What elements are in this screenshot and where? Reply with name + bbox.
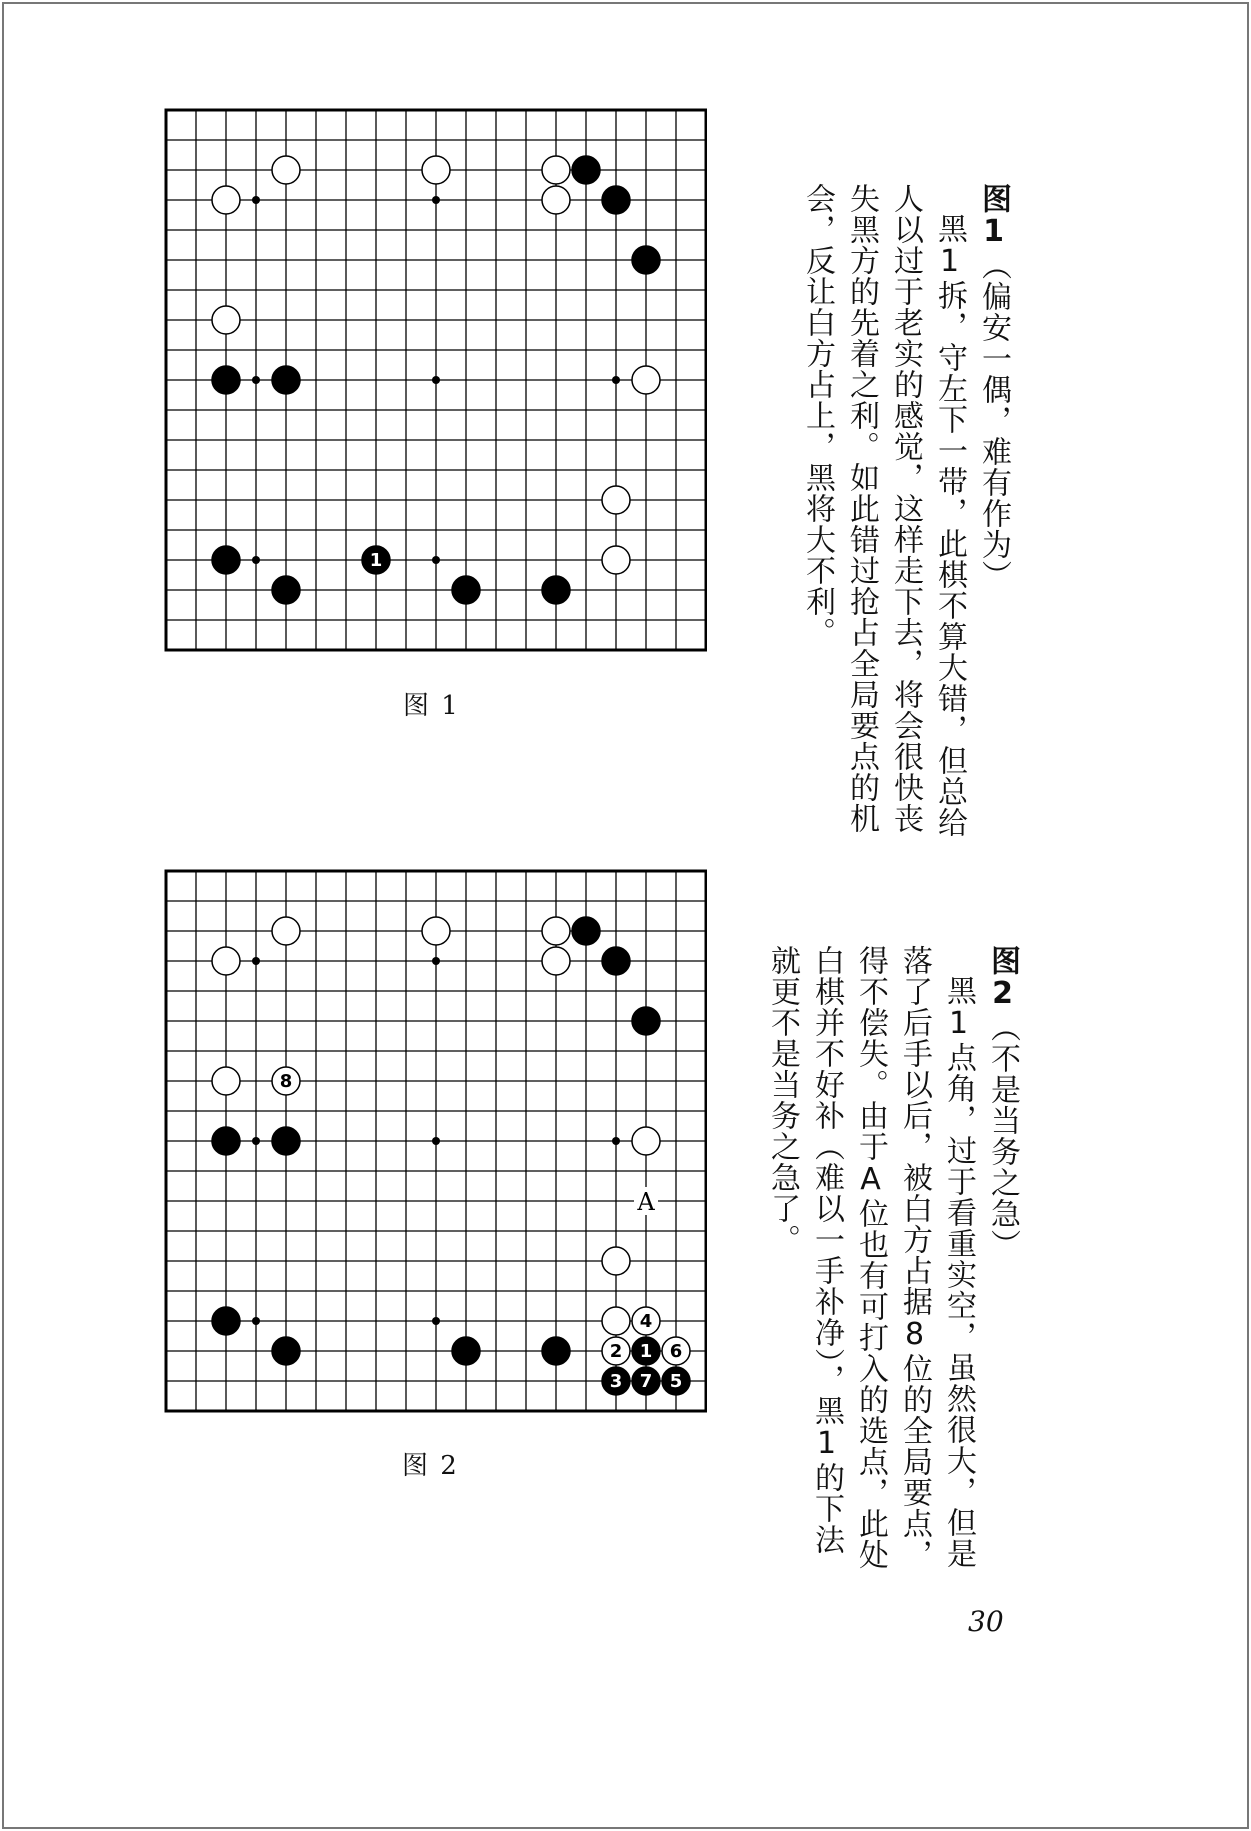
black-stone: [542, 576, 570, 604]
black-stone: [602, 186, 630, 214]
black-stone: [272, 1127, 300, 1155]
white-stone: [212, 1067, 240, 1095]
point-marker-a: A: [637, 1188, 655, 1216]
move-number: 7: [639, 1371, 653, 1392]
figure-1-text-block: [795, 183, 1040, 843]
black-stone: [212, 1127, 240, 1155]
black-stone: [602, 1367, 630, 1395]
star-point: [432, 957, 440, 965]
white-stone: [422, 917, 450, 945]
star-point: [252, 1137, 260, 1145]
black-stone: [212, 1307, 240, 1335]
white-stone: [602, 1307, 630, 1335]
page-number: 30: [968, 1605, 1004, 1638]
black-stone: [452, 1337, 480, 1365]
white-stone: [272, 156, 300, 184]
move-number: 1: [369, 550, 383, 571]
black-stone: [632, 246, 660, 274]
figure-1-heading-title: （偏安一偶，难有作为）: [976, 250, 1011, 591]
star-point: [432, 376, 440, 384]
white-stone: [632, 1127, 660, 1155]
figure-2-heading-title: （不是当务之急）: [985, 1012, 1020, 1260]
black-stone: [272, 1337, 300, 1365]
black-stone: [632, 1367, 660, 1395]
figure-1-heading-label: 图1: [976, 183, 1011, 250]
star-point: [252, 556, 260, 564]
go-board-figure-1: [163, 107, 707, 653]
move-number: 3: [609, 1371, 623, 1392]
star-point: [612, 1137, 620, 1145]
star-point: [432, 556, 440, 564]
figure-2-body: 黑1点角，过于看重实空，虽然很大，但是落了后手以后，被白方占据8位的全局要点，得不偿失。由于A位也有可打入的选点，此处白棋并不好补（难以一手补净），黑1的下法就更不是当务之急了。: [765, 945, 976, 1570]
go-board-figure-2: [163, 868, 707, 1414]
white-stone: [632, 366, 660, 394]
figure-1-caption: 图 1: [403, 691, 460, 721]
star-point: [612, 376, 620, 384]
white-stone: [422, 156, 450, 184]
white-stone: [602, 1247, 630, 1275]
move-number: 8: [279, 1071, 293, 1092]
move-number: 1: [639, 1341, 653, 1362]
white-stone: [212, 186, 240, 214]
black-stone: [452, 576, 480, 604]
white-stone: [272, 917, 300, 945]
white-stone: [542, 947, 570, 975]
star-point: [252, 376, 260, 384]
white-stone: [542, 186, 570, 214]
white-stone: [602, 546, 630, 574]
star-point: [432, 196, 440, 204]
figure-1-body: 黑1拆，守左下一带，此棋不算大错，但总给人以过于老实的感觉，这样走下去，将会很快丧失黑方的先着之利。如此错过抢占全局要点的机会，反让白方占上，黑将大不利。: [800, 183, 967, 838]
black-stone: [632, 1337, 660, 1365]
black-stone: [602, 947, 630, 975]
figure-2-heading-label: 图2: [985, 945, 1020, 1012]
white-stone: [602, 1337, 630, 1365]
move-number: 2: [609, 1341, 623, 1362]
black-stone: [362, 546, 390, 574]
move-number: 6: [669, 1341, 683, 1362]
white-stone: [632, 1307, 660, 1335]
black-stone: [662, 1367, 690, 1395]
black-stone: [572, 917, 600, 945]
black-stone: [212, 546, 240, 574]
move-number: 5: [669, 1371, 683, 1392]
white-stone: [662, 1337, 690, 1365]
white-stone: [212, 306, 240, 334]
figure-2-text-block: [760, 945, 1040, 1580]
star-point: [432, 1137, 440, 1145]
white-stone: [542, 917, 570, 945]
star-point: [252, 957, 260, 965]
move-number: 4: [639, 1311, 653, 1332]
white-stone: [602, 486, 630, 514]
white-stone: [542, 156, 570, 184]
black-stone: [572, 156, 600, 184]
black-stone: [632, 1007, 660, 1035]
star-point: [432, 1317, 440, 1325]
white-stone: [212, 947, 240, 975]
black-stone: [272, 366, 300, 394]
white-stone: [272, 1067, 300, 1095]
black-stone: [542, 1337, 570, 1365]
star-point: [252, 196, 260, 204]
black-stone: [272, 576, 300, 604]
star-point: [252, 1317, 260, 1325]
black-stone: [212, 366, 240, 394]
figure-2-caption: 图 2: [402, 1451, 459, 1481]
